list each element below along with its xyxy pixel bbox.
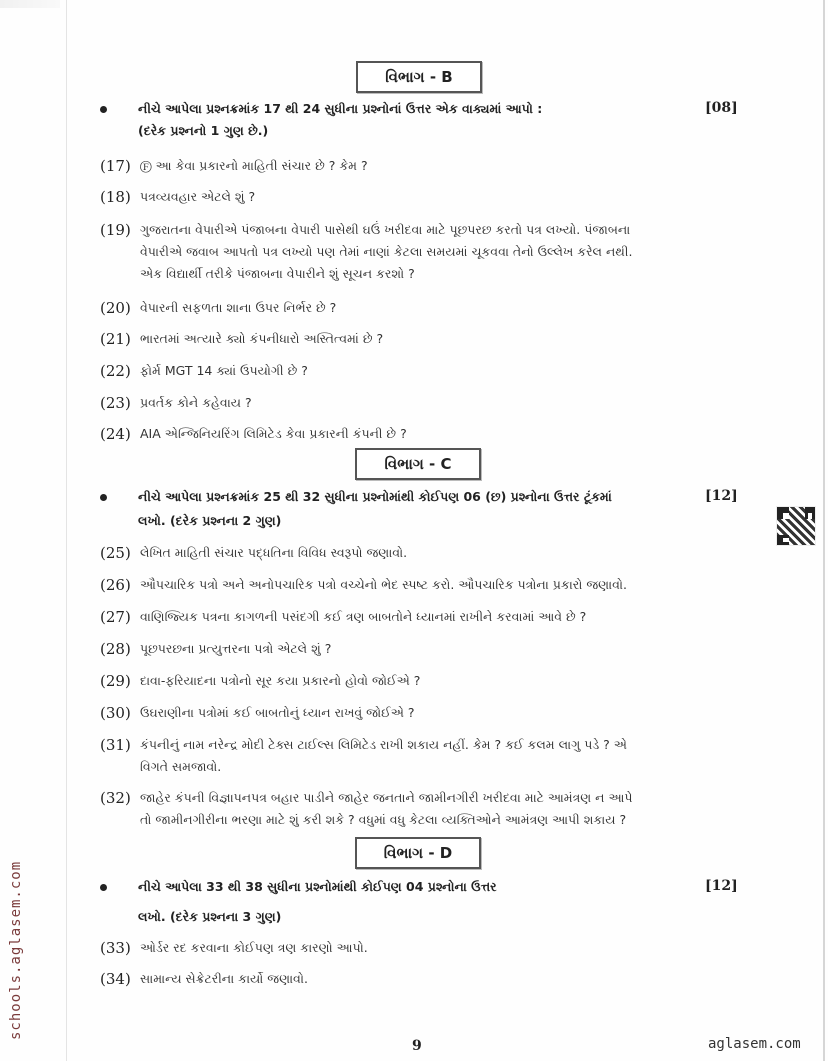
section-c-title: વિભાગ - C [384, 455, 452, 473]
question-number: (31) [100, 736, 131, 754]
question-number: (34) [100, 970, 131, 988]
section-b-title: વિભાગ - B [385, 68, 453, 86]
bottom-watermark: aglasem.com [708, 1036, 801, 1052]
question-text: ઓર્ડર રદ કરવાના કોઈપણ ત્રણ કારણો આપો. [140, 940, 368, 955]
instruction-line-1: નીચે આપેલા પ્રશ્નક્રમાંક 17 થી 24 સુધીના પ્રશ્નોનાં ઉત્તર એક વાક્યમાં આપો : [138, 101, 543, 116]
instruction-line-1: નીચે આપેલા પ્રશ્નક્રમાંક 25 થી 32 સુધીના પ્રશ્નોમાંથી કોઈપણ 06 (છ) પ્રશ્નોના ઉત્તર ટૂંકમાં [138, 489, 612, 504]
instruction-line-1: નીચે આપેલા 33 થી 38 સુધીના પ્રશ્નોમાંથી કોઈપણ 04 પ્રશ્નોના ઉત્તર [138, 879, 497, 894]
question-text-line: ગુજરાતના વેપારીએ પંજાબના વેપારી પાસેથી ઘઉં ખરીદવા માટે પૂછપરછ કરતો પત્ર લખ્યો. પંજાબના [140, 222, 631, 237]
question-text-line: વિગતે સમજાવો. [140, 759, 222, 774]
question-number: (33) [100, 939, 131, 957]
question-text: પ્રવર્તક કોને કહેવાય ? [140, 395, 252, 410]
question-number: (25) [100, 544, 131, 562]
question-text-line: કંપનીનું નામ નરેન્દ્ર મોદી ટેક્સ ટાઈલ્સ લિમિટેડ રાખી શકાય નહીં. કેમ ? કઈ કલમ લાગુ પડે ? એ [140, 737, 627, 752]
section-d-marks: [12] [705, 878, 738, 894]
instruction-line-2: લખો. (દરેક પ્રશ્નના 3 ગુણ) [138, 909, 282, 924]
question-text: AIA એન્જિનિયરિંગ લિમિટેડ કેવા પ્રકારની કંપની છે ? [140, 426, 407, 441]
question-number: (28) [100, 640, 131, 658]
question-number: (19) [100, 221, 131, 239]
question-text-line: તો જામીનગીરીના ભરણા માટે શું કરી શકે ? વધુમાં વધુ કેટલા વ્યક્તિઓને આમંત્રણ આપી શકાય ? [140, 812, 627, 827]
bullet-icon [100, 106, 107, 113]
question-text: પત્રવ્યવહાર એટલે શું ? [140, 189, 256, 204]
question-text: ફોર્મ MGT 14 ક્યાં ઉપયોગી છે ? [140, 363, 308, 378]
left-margin-rule [66, 0, 67, 1061]
question-text-line: જાહેર કંપની વિજ્ઞાપનપત્ર બહાર પાડીને જાહેર જનતાને જામીનગીરી ખરીદવા માટે આમંત્રણ ન આપે [140, 790, 633, 805]
question-text: ઔપચારિક પત્રો અને અનોપચારિક પત્રો વચ્ચેનો ભેદ સ્પષ્ટ કરો. ઔપચારિક પત્રોના પ્રકારો જણાવો. [140, 577, 628, 592]
side-watermark: schools.aglasem.com [8, 860, 24, 1040]
section-c-marks: [12] [705, 488, 738, 504]
question-number: (27) [100, 608, 131, 626]
bullet-icon [100, 884, 107, 891]
question-number: (18) [100, 188, 131, 206]
question-number: (17) [100, 157, 131, 175]
qr-code-icon [776, 506, 816, 546]
question-number: (29) [100, 672, 131, 690]
instruction-line-2: લખો. (દરેક પ્રશ્નના 2 ગુણ) [138, 513, 282, 528]
section-d-title: વિભાગ - D [383, 844, 453, 862]
question-text: Ⓕ આ કેવા પ્રકારનો માહિતી સંચાર છે ? કેમ ? [140, 158, 368, 173]
page-number: 9 [412, 1038, 422, 1054]
question-number: (32) [100, 789, 131, 807]
question-text: વેપારની સફળતા શાના ઉપર નિર્ભર છે ? [140, 300, 337, 315]
section-d-heading [355, 837, 481, 869]
question-text: ભારતમાં અત્યારે ક્યો કંપનીધારો અસ્તિત્વમાં છે ? [140, 331, 384, 346]
scan-artifact [0, 0, 60, 8]
bullet-icon [100, 494, 107, 501]
question-text: વાણિજ્યિક પત્રના કાગળની પસંદગી કઈ ત્રણ બાબતોને ધ્યાનમાં રાખીને કરવામાં આવે છે ? [140, 609, 587, 624]
question-number: (20) [100, 299, 131, 317]
question-text: ઉઘરાણીના પત્રોમાં કઈ બાબતોનું ધ્યાન રાખવું જોઈએ ? [140, 705, 415, 720]
question-text-line: એક વિદ્યાર્થી તરીકે પંજાબના વેપારીને શું સૂચન કરશો ? [140, 266, 415, 281]
right-edge-rule [823, 0, 825, 1061]
question-text: સામાન્ય સેક્રેટરીના કાર્યો જણાવો. [140, 971, 308, 986]
section-b-marks: [08] [705, 100, 738, 116]
question-number: (22) [100, 362, 131, 380]
section-b-heading [356, 61, 482, 93]
instruction-line-2: (દરેક પ્રશ્નનો 1 ગુણ છે.) [138, 123, 269, 138]
question-text: પૂછપરછના પ્રત્યુત્તરના પત્રો એટલે શું ? [140, 641, 332, 656]
section-c-heading [355, 448, 481, 480]
question-number: (26) [100, 576, 131, 594]
question-text: લેખિત માહિતી સંચાર પદ્ધતિના વિવિધ સ્વરૂપો જણાવો. [140, 545, 408, 560]
question-text-line: વેપારીએ જવાબ આપતો પત્ર લખ્યો પણ તેમાં નાણાં કેટલા સમયમાં ચૂકવવા તેનો ઉલ્લેખ કરેલ નથી. [140, 244, 633, 259]
question-text: દાવા-ફરિયાદના પત્રોનો સૂર કયા પ્રકારનો હોવો જોઈએ ? [140, 673, 421, 688]
question-number: (21) [100, 330, 131, 348]
question-number: (24) [100, 425, 131, 443]
question-number: (23) [100, 394, 131, 412]
question-number: (30) [100, 704, 131, 722]
